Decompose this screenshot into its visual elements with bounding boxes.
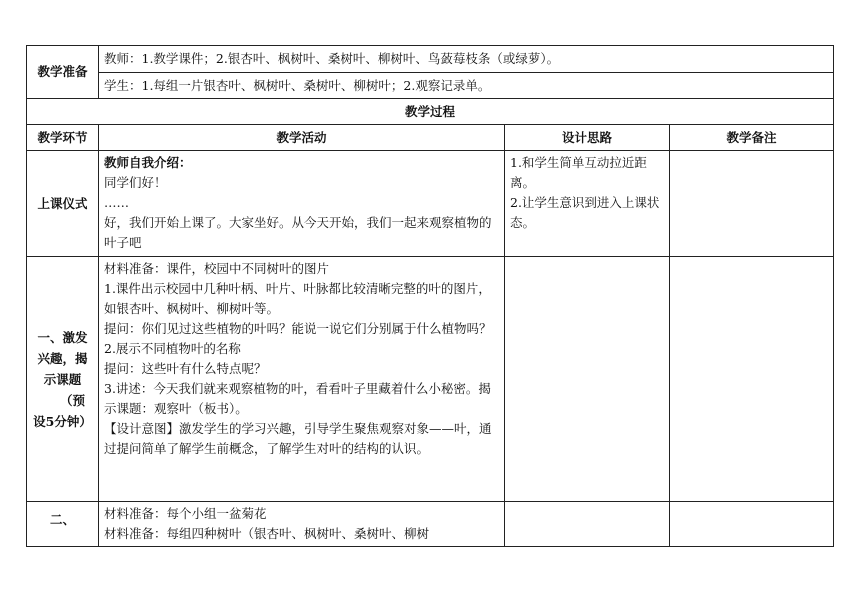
- activity-cell: [99, 151, 505, 257]
- table-row: [27, 257, 834, 502]
- table-row: [27, 502, 834, 547]
- activity-cell: [99, 502, 505, 547]
- activity-cell: [99, 257, 505, 502]
- prep-student: 学生：1.每组一片银杏叶、枫树叶、桑树叶、柳树叶；2.观察记录单。: [99, 73, 834, 99]
- header-design: 设计思路: [505, 125, 670, 151]
- activity-line: 提问：这些叶有什么特点呢？: [104, 361, 267, 376]
- prep-label: 教学准备: [27, 46, 99, 99]
- header-stage: 教学环节: [27, 125, 99, 151]
- header-notes: 教学备注: [670, 125, 834, 151]
- stage-label-line: 示课题: [43, 371, 82, 387]
- notes-cell: [670, 151, 834, 257]
- design-line: 1.和学生简单互动拉近距离。: [510, 155, 647, 190]
- notes-cell: [670, 502, 834, 547]
- design-cell: [505, 257, 670, 502]
- stage-label-line: 兴趣，揭: [37, 350, 88, 366]
- activity-line: 同学们好！: [104, 175, 167, 190]
- activity-line: 教师自我介绍：: [104, 155, 192, 170]
- activity-line: 材料准备：课件，校园中不同树叶的图片: [104, 261, 330, 276]
- activity-line: 2.展示不同植物叶的名称: [104, 341, 241, 356]
- stage-label-line: 一、激发: [37, 329, 88, 345]
- activity-line: 3.讲述：今天我们就来观察植物的叶，看看叶子里藏着什么小秘密。揭示课题：观察叶（板书）。: [104, 381, 491, 416]
- design-cell: [505, 502, 670, 547]
- activity-line: 材料准备：每组四种树叶（银杏叶、枫树叶、桑树叶、柳树: [104, 526, 430, 541]
- activity-line: 材料准备：每个小组一盆菊花: [104, 506, 267, 521]
- prep-teacher: 教师：1.教学课件；2.银杏叶、枫树叶、桑树叶、柳树叶、鸟蔹莓枝条（或绿萝）。: [99, 46, 834, 73]
- stage-label: 二、: [27, 502, 99, 547]
- activity-line: 好，我们开始上课了。大家坐好。从今天开始，我们一起来观察植物的叶子吧: [104, 215, 492, 250]
- activity-line: ……: [104, 195, 129, 210]
- activity-line: 1.课件出示校园中几种叶柄、叶片、叶脉都比较清晰完整的叶的图片，如银杏叶、枫树叶、柳树叶等。: [104, 281, 491, 316]
- table-row: [27, 151, 834, 257]
- design-cell: [505, 151, 670, 257]
- stage-label-line: （预: [59, 392, 85, 408]
- notes-cell: [670, 257, 834, 502]
- activity-line: 【设计意图】激发学生的学习兴趣，引导学生聚焦观察对象——叶，通过提问简单了解学生前概念，了解学生对叶的结构的认识。: [104, 421, 492, 456]
- stage-label-line: 设5分钟）: [33, 413, 92, 429]
- process-title: 教学过程: [27, 99, 834, 125]
- stage-label: 上课仪式: [27, 151, 99, 257]
- header-activity: 教学活动: [99, 125, 505, 151]
- design-line: 2.让学生意识到进入上课状态。: [510, 195, 660, 230]
- lesson-plan-table: [26, 45, 834, 547]
- stage-label: [27, 257, 99, 502]
- activity-line: 提问：你们见过这些植物的叶吗？能说一说它们分别属于什么植物吗？: [104, 321, 492, 336]
